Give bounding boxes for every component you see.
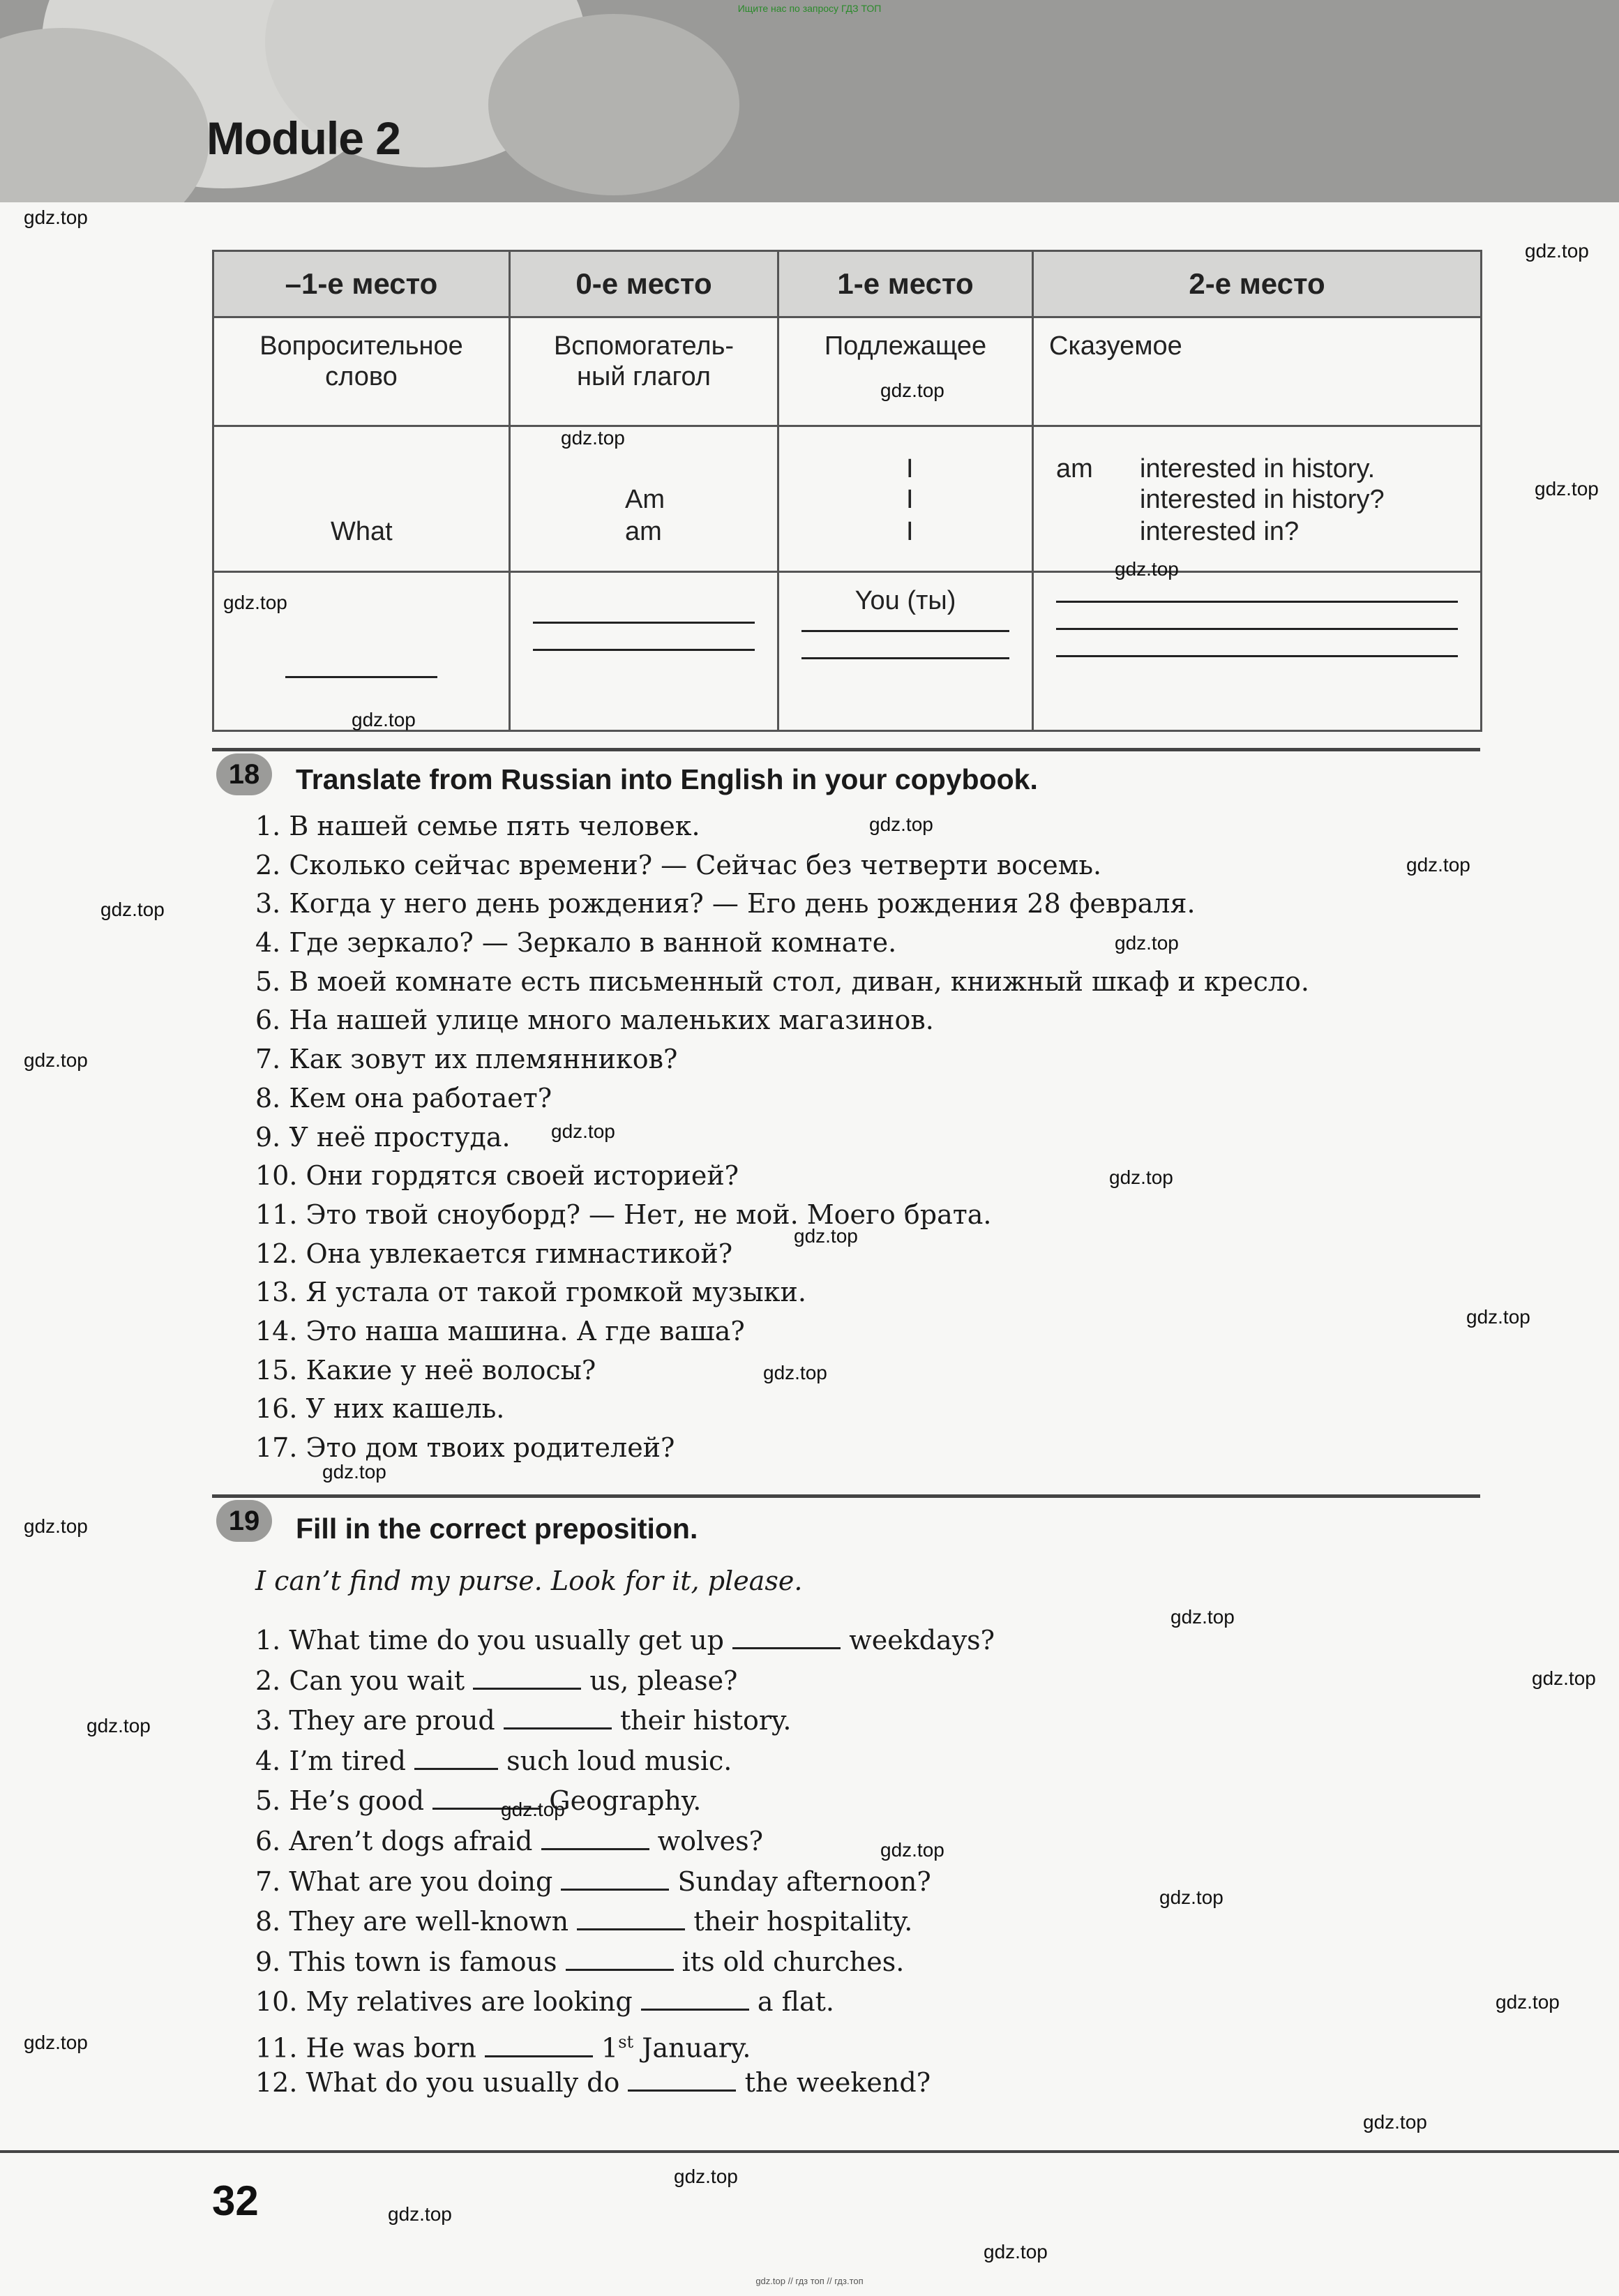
watermark: gdz.top — [24, 1515, 88, 1537]
watermark: gdz.top — [551, 1120, 615, 1142]
watermark: gdz.top — [1159, 1886, 1223, 1908]
fill-in-blank — [577, 1912, 685, 1930]
watermark: gdz.top — [1115, 558, 1179, 580]
answer-line — [533, 622, 755, 624]
sentence-start: 4. I’m tired — [255, 1745, 406, 1776]
watermark: gdz.top — [1406, 854, 1470, 876]
watermark: gdz.top — [501, 1799, 565, 1820]
sentence-start: 7. What are you doing — [255, 1866, 553, 1897]
watermark: gdz.top — [880, 1839, 944, 1861]
list-item: 3. Когда у него день рождения? — Его день рождения 28 февраля. — [255, 888, 1196, 920]
watermark: gdz.top — [322, 1461, 386, 1483]
sentence-start: 3. They are proud — [255, 1705, 495, 1736]
table-cell — [510, 572, 778, 731]
table-cell: Вопросительное слово — [213, 317, 510, 426]
watermark: gdz.top — [1363, 2111, 1427, 2133]
word-order-table — [212, 250, 1482, 732]
list-item: 13. Я устала от такой громкой музыки. — [255, 1277, 806, 1308]
table-row — [213, 426, 1482, 572]
list-item: 5. В моей комнате есть письменный стол, диван, книжный шкаф и кресло. — [255, 966, 1309, 997]
list-item — [255, 1701, 995, 1741]
sentence-start: 5. He’s good — [255, 1785, 425, 1817]
answer-line — [1056, 655, 1458, 657]
watermark: gdz.top — [86, 1715, 151, 1736]
list-item: 1. В нашей семье пять человек. — [255, 811, 700, 841]
sentence-start: 11. He was born — [255, 2032, 476, 2064]
list-item — [255, 1982, 995, 2023]
watermark: gdz.top — [1109, 1166, 1173, 1188]
watermark: gdz.top — [24, 2032, 88, 2053]
table-cell — [510, 426, 778, 572]
table-row — [213, 572, 1482, 731]
sentence-end: weekdays? — [849, 1625, 995, 1656]
table-cell — [778, 426, 1033, 572]
question-word: What — [331, 517, 393, 546]
subject-word: You (ты) — [854, 586, 956, 615]
answer-line — [1056, 628, 1458, 630]
ordinal-suffix: st — [618, 2032, 634, 2052]
fill-in-blank — [541, 1831, 649, 1850]
fill-in-blank — [641, 1992, 749, 2011]
list-item: 8. Кем она работает? — [255, 1082, 552, 1113]
table-cell: Сказуемое — [1033, 317, 1482, 426]
list-item: 16. У них кашель. — [255, 1393, 505, 1425]
table-cell: Вспомогатель- ный глагол — [510, 317, 778, 426]
top-search-note: Ищите нас по запросу ГДЗ ТОП — [737, 3, 882, 14]
page-number: 32 — [212, 2177, 259, 2224]
sentence-start: 12. What do you usually do — [255, 2066, 620, 2098]
predicate-word: interested in history. — [1140, 454, 1376, 483]
list-item — [255, 2023, 995, 2063]
table-header-cell: 0-е место — [510, 251, 778, 317]
list-item — [255, 1781, 995, 1822]
list-item: 2. Сколько сейчас времени? — Сейчас без четверти восемь. — [255, 849, 1102, 880]
table-cell — [213, 426, 510, 572]
sentence-end: us, please? — [589, 1665, 738, 1696]
predicate-word: interested in history? — [1140, 485, 1385, 514]
watermark: gdz.top — [388, 2203, 452, 2225]
table-cell: Подлежащее — [778, 317, 1033, 426]
answer-line — [1056, 601, 1458, 603]
list-item — [255, 1862, 995, 1903]
sentence-end: 1 — [601, 2032, 619, 2064]
sentence-end: January. — [642, 2032, 751, 2064]
list-item — [255, 1661, 995, 1702]
fill-in-blank — [566, 1952, 674, 1971]
watermark: gdz.top — [1535, 478, 1599, 500]
table-header-cell: 2-е место — [1033, 251, 1482, 317]
sentence-start: 6. Aren’t dogs afraid — [255, 1825, 533, 1856]
list-item — [255, 2063, 995, 2103]
list-item — [255, 1942, 995, 1983]
sentence-end: the weekend? — [744, 2066, 931, 2098]
answer-line — [801, 657, 1009, 659]
module-title: Module 2 — [206, 112, 401, 164]
fill-in-blank — [414, 1751, 498, 1770]
table-header-cell: 1-е место — [778, 251, 1033, 317]
table-header-row — [213, 251, 1482, 317]
section-divider — [212, 1494, 1480, 1498]
flower-petal-decoration — [488, 14, 739, 195]
sentence-start: 1. What time do you usually get up — [255, 1625, 724, 1656]
fill-in-blank — [504, 1711, 612, 1729]
watermark: gdz.top — [1170, 1606, 1235, 1628]
list-item: 4. Где зеркало? — Зеркало в ванной комнате. — [255, 927, 897, 959]
table-cell — [1033, 572, 1482, 731]
auxiliary-verb: am — [625, 517, 662, 546]
watermark: gdz.top — [24, 1049, 88, 1071]
list-item — [255, 1741, 995, 1782]
exercise-number-badge: 18 — [216, 753, 272, 795]
watermark: gdz.top — [880, 380, 944, 401]
list-item — [255, 1621, 995, 1661]
sentence-end: such loud music. — [506, 1745, 732, 1776]
subject-word: I — [906, 485, 914, 514]
answer-line — [285, 676, 437, 678]
watermark: gdz.top — [1496, 1991, 1560, 2013]
watermark: gdz.top — [763, 1362, 827, 1383]
exercise-title: Fill in the correct preposition. — [296, 1513, 698, 1545]
subject-word: I — [906, 454, 914, 483]
watermark: gdz.top — [561, 427, 625, 449]
list-item: 14. Это наша машина. А где ваша? — [255, 1315, 745, 1346]
watermark: gdz.top — [674, 2166, 738, 2187]
watermark: gdz.top — [1466, 1306, 1530, 1328]
list-item: 17. Это дом твоих родителей? — [255, 1432, 675, 1463]
list-item: 12. Она увлекается гимнастикой? — [255, 1238, 733, 1269]
list-item: 11. Это твой сноуборд? — Нет, не мой. Моего брата. — [255, 1199, 992, 1230]
watermark: gdz.top — [1532, 1667, 1596, 1689]
section-divider — [212, 748, 1480, 751]
sentence-end: its old churches. — [682, 1946, 905, 1977]
table-cell — [1033, 426, 1482, 572]
list-item: 15. Какие у неё волосы? — [255, 1354, 596, 1386]
auxiliary-verb: Am — [625, 485, 665, 514]
list-item — [255, 1902, 995, 1942]
table-cell — [778, 572, 1033, 731]
table-header-cell: –1-е место — [213, 251, 510, 317]
sentence-start: 9. This town is famous — [255, 1946, 557, 1977]
subject-word: I — [906, 517, 914, 546]
list-item: 6. На нашей улице много маленьких магазинов. — [255, 1005, 934, 1036]
sentence-start: 10. My relatives are looking — [255, 1986, 633, 2018]
watermark: gdz.top — [24, 207, 88, 228]
page-header — [0, 0, 1619, 202]
sentence-end: their hospitality. — [693, 1906, 913, 1937]
fill-in-blank — [628, 2073, 736, 2092]
watermark: gdz.top — [1525, 240, 1589, 262]
bottom-note: gdz.top // гдз топ // гдз.топ — [755, 2276, 864, 2286]
table-row — [213, 317, 1482, 426]
watermark: gdz.top — [794, 1225, 858, 1247]
watermark: gdz.top — [984, 2241, 1048, 2263]
sentence-end: Geography. — [549, 1785, 702, 1817]
predicate-word: interested in? — [1140, 517, 1300, 546]
predicate-word: am — [1056, 454, 1093, 483]
sentence-end: their history. — [619, 1705, 792, 1736]
watermark: gdz.top — [223, 592, 287, 613]
answer-line — [801, 630, 1009, 632]
answer-line — [533, 649, 755, 651]
watermark: gdz.top — [100, 899, 165, 920]
fill-in-blank — [561, 1872, 669, 1891]
watermark: gdz.top — [1115, 932, 1179, 954]
watermark: gdz.top — [352, 709, 416, 730]
list-item: 9. У неё простуда. — [255, 1121, 511, 1153]
list-item: 10. Они гордятся своей историей? — [255, 1160, 739, 1192]
fill-in-blank — [473, 1671, 581, 1690]
footer-divider — [0, 2150, 1619, 2153]
exercise-example: I can’t find my purse. Look for it, please. — [255, 1566, 803, 1596]
sentence-end: a flat. — [757, 1986, 834, 2018]
list-item: 7. Как зовут их племянников? — [255, 1044, 678, 1075]
sentence-start: 8. They are well-known — [255, 1906, 569, 1937]
watermark: gdz.top — [869, 813, 933, 835]
exercise-19-list — [255, 1621, 995, 2103]
exercise-number-badge: 19 — [216, 1500, 272, 1542]
sentence-end: wolves? — [657, 1825, 764, 1856]
sentence-end: Sunday afternoon? — [677, 1866, 931, 1897]
sentence-start: 2. Can you wait — [255, 1665, 465, 1696]
fill-in-blank — [732, 1630, 841, 1649]
exercise-title: Translate from Russian into English in your copybook. — [296, 763, 1038, 795]
fill-in-blank — [485, 2039, 593, 2057]
